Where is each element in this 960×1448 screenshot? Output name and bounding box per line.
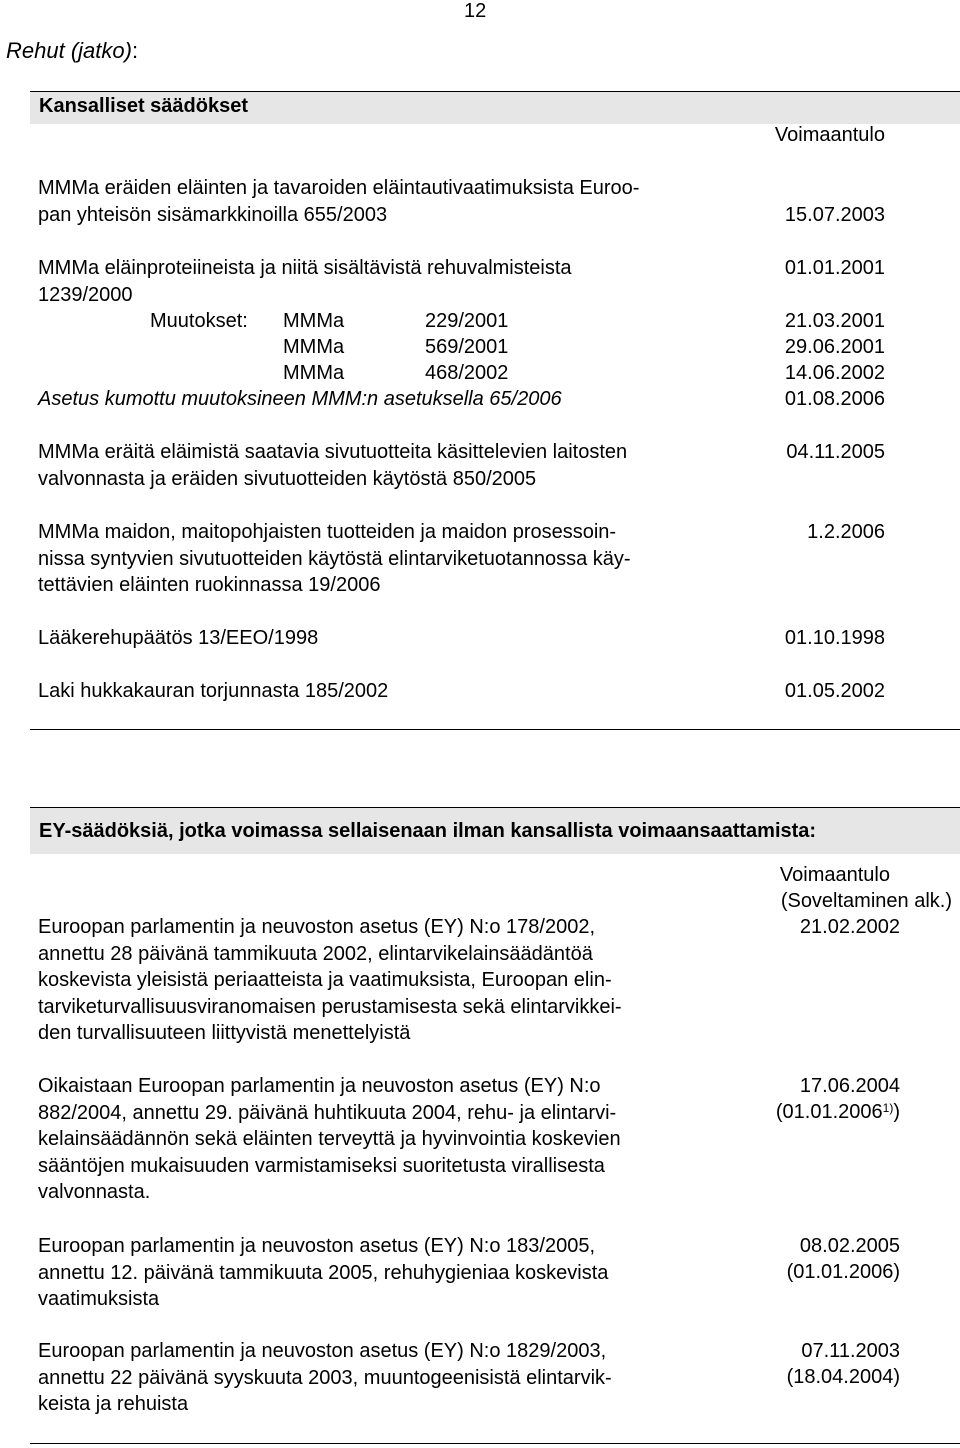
change-2-org: MMMa [283,336,345,358]
national-entry-3-line-1: MMMa eräitä eläimistä saatavia sivutuotteita käsittelevien laitosten [38,441,628,463]
eu-entry-2-date-applied-pre: (01.01.2006 [775,1101,883,1123]
national-entry-3-line-2: valvonnasta ja eräiden sivutuotteiden käytöstä 850/2005 [38,467,537,490]
eu-entry-2-line-2: 882/2004, annettu 29. päivänä huhtikuuta 2004, rehu- ja elintarvi- [38,1101,617,1124]
national-entry-2-line-1: MMMa eläinproteiineista ja niitä sisältävistä rehuvalmisteista [38,257,572,279]
change-1-num: 229/2001 [425,310,509,332]
eu-entry-1-line-3: koskevista yleisistä periaatteista ja vaatimuksista, Euroopan elin- [38,969,612,991]
national-section-header [30,91,960,124]
eu-entry-2 [38,1073,621,1206]
eu-entry-1-date: 21.02.2002 [799,916,900,938]
change-2-num: 569/2001 [425,336,509,358]
eu-entry-4-line-2: annettu 22 päivänä syyskuuta 2003, muuntogeenisistä elintarvik- [38,1366,612,1389]
page-heading-colon: : [131,38,139,63]
national-col-label: Voimaantulo [774,124,885,146]
eu-entry-3-line-3: vaatimuksista [38,1288,160,1310]
eu-entry-3-line-1: Euroopan parlamentin ja neuvoston asetus (EY) N:o 183/2005, [38,1235,596,1257]
national-section-title: Kansalliset säädökset [39,95,248,117]
national-entry-6-date: 01.05.2002 [784,680,885,702]
eu-entry-3 [38,1233,608,1313]
national-entry-1 [38,175,639,228]
eu-col-label-2: (Soveltaminen alk.) [780,890,952,912]
eu-entry-3-line-2: annettu 12. päivänä tammikuuta 2005, rehuhygieniaa koskevista [38,1261,609,1284]
eu-entry-2-line-3: kelainsäädännön sekä eläinten terveyttä ja hyvinvointia koskevien [38,1128,621,1150]
page-number: 12 [464,0,487,22]
national-entry-3 [38,439,627,492]
eu-entry-3-date: 08.02.2005 [799,1235,900,1257]
eu-entry-2-line-1: Oikaistaan Euroopan parlamentin ja neuvoston asetus (EY) N:o [38,1075,601,1097]
national-entry-2-line-2: 1239/2000 [38,283,133,306]
eu-entry-2-line-4: sääntöjen mukaisuuden varmistamiseksi suoritetusta virallisesta [38,1154,605,1177]
repeal-note: Asetus kumottu muutoksineen MMM:n asetuksella 65/2006 [38,388,562,410]
eu-entry-1-line-2: annettu 28 päivänä tammikuuta 2002, elintarvikelainsäädäntöä [38,942,593,965]
national-entry-3-date: 04.11.2005 [786,441,885,463]
eu-entry-4-line-1: Euroopan parlamentin ja neuvoston asetus (EY) N:o 1829/2003, [38,1340,607,1362]
change-3-num: 468/2002 [425,362,509,384]
eu-entry-1-line-5: den turvallisuuteen liittyvistä menettelyistä [38,1022,411,1044]
eu-entry-1-line-1: Euroopan parlamentin ja neuvoston asetus (EY) N:o 178/2002, [38,916,596,938]
national-entry-4 [38,519,631,599]
page-heading [6,38,138,64]
national-entry-2-date: 01.01.2001 [784,257,885,279]
national-entry-4-line-3: tettävien eläinten ruokinnassa 19/2006 [38,574,381,596]
repeal-date: 01.08.2006 [784,388,885,410]
eu-section-header [30,807,960,854]
national-entry-2 [38,255,572,308]
page-heading-text: Rehut (jatko) [6,38,132,63]
eu-entry-2-date-applied-post: ) [893,1101,900,1123]
eu-section-bottom-rule [30,1443,960,1444]
eu-section-title: EY-säädöksiä, jotka voimassa sellaisenaan ilman kansallista voimaansaattamista: [39,820,817,842]
eu-entry-2-date-applied [776,1099,900,1125]
eu-entry-2-date: 17.06.2004 [799,1075,900,1097]
changes-label: Muutokset: [150,310,248,332]
national-entry-4-date: 1.2.2006 [807,521,885,543]
national-section-bottom-rule [30,729,960,730]
national-entry-6: Laki hukkakauran torjunnasta 185/2002 [38,680,389,702]
national-entry-5: Lääkerehupäätös 13/EEO/1998 [38,627,319,649]
change-1-date: 21.03.2001 [784,310,885,332]
national-entry-1-date: 15.07.2003 [784,204,885,226]
eu-entry-3-date-applied: (01.01.2006) [786,1261,900,1283]
eu-entry-2-footnote-mark: 1) [882,1101,894,1115]
eu-entry-4-date: 07.11.2003 [801,1340,900,1362]
national-entry-1-line-1: MMMa eräiden eläinten ja tavaroiden eläintautivaatimuksista Euroo- [38,177,640,199]
eu-entry-1 [38,914,622,1047]
change-1-org: MMMa [283,310,345,332]
change-3-org: MMMa [283,362,345,384]
national-entry-1-line-2: pan yhteisön sisämarkkinoilla 655/2003 [38,203,388,226]
eu-entry-4-line-3: keista ja rehuista [38,1393,189,1415]
national-entry-4-line-1: MMMa maidon, maitopohjaisten tuotteiden ja maidon prosessoin- [38,521,617,543]
eu-entry-4 [38,1338,612,1418]
eu-col-label-1: Voimaantulo [779,864,890,886]
eu-entry-2-line-5: valvonnasta. [38,1181,151,1203]
change-2-date: 29.06.2001 [784,336,885,358]
national-entry-4-line-2: nissa syntyvien sivutuotteiden käytöstä elintarviketuotannossa käy- [38,547,631,570]
change-3-date: 14.06.2002 [784,362,885,384]
national-entry-5-date: 01.10.1998 [784,627,885,649]
eu-entry-4-date-applied: (18.04.2004) [786,1366,900,1388]
eu-entry-1-line-4: tarviketurvallisuusviranomaisen perustamisesta sekä elintarvikkei- [38,995,622,1018]
